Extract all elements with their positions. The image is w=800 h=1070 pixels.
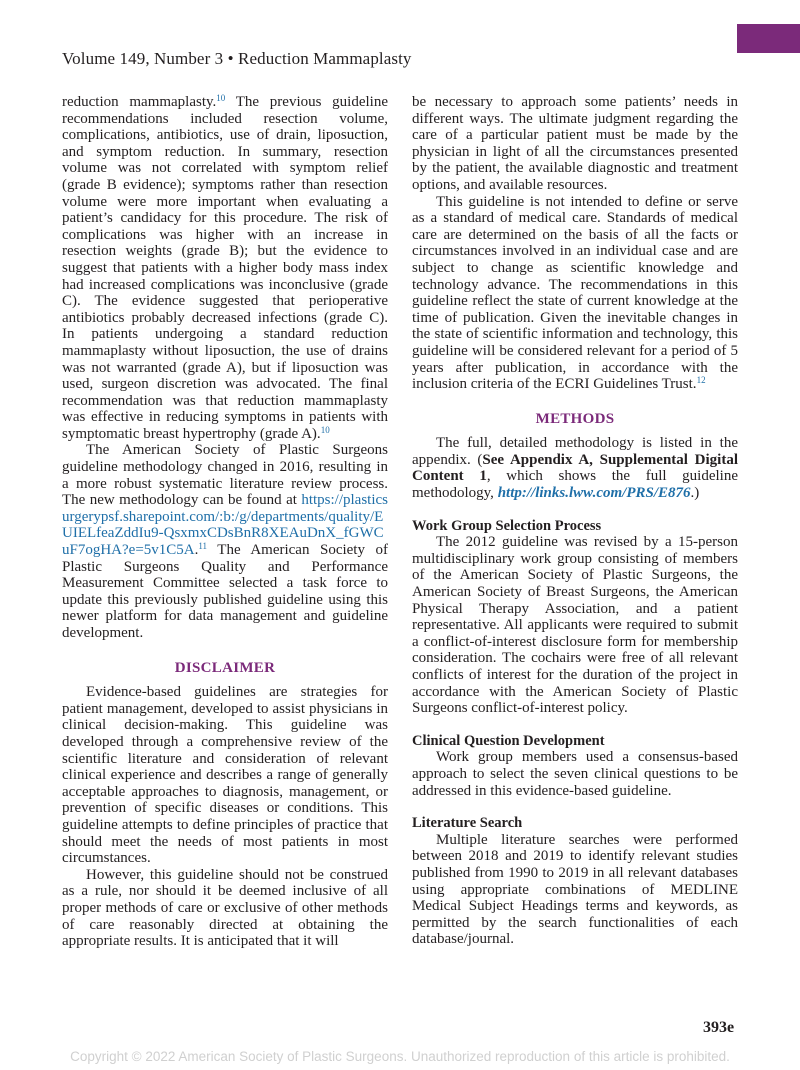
paragraph: The full, detailed methodology is listed in the appendix. (See Appendix A, Supplemental Digital Content 1, which shows the full guideline methodology, http://links.lww.com/PRS/E876.) [412, 435, 738, 502]
right-column [412, 94, 738, 948]
paragraph: Evidence-based guidelines are strategies for patient management, developed to assist physicians in clinical decision-making. This guideline was developed through a comprehensive review of the scientific literature and consideration of relevant clinical experience and describes a range of generally acceptable approaches to diagnosis, management, or prevention of specific diseases or conditions. This guideline attempts to define principles of practice that should meet the needs of most patients in most circumstances. [62, 684, 388, 867]
reference-marker[interactable]: 11 [198, 541, 208, 552]
page-number: 393e [703, 1019, 735, 1036]
supplemental-link[interactable]: http://links.lww.com/PRS/E876 [497, 485, 691, 502]
accent-bar [737, 24, 800, 53]
section-heading-methods: METHODS [535, 410, 615, 427]
copyright-notice: Copyright © 2022 American Society of Plastic Surgeons. Unauthorized reproduction of this article is prohibited. [70, 1049, 730, 1064]
appendix-reference: See Appendix A, Supplemental Digital Content 1 [412, 451, 738, 485]
paragraph: However, this guideline should not be construed as a rule, nor should it be deemed inclusive of all proper methods of care or exclusive of other methods of care reasonably directed at obtaining the appropriate results. It is anticipated that it will [62, 866, 388, 950]
section-heading-disclaimer: DISCLAIMER [174, 659, 276, 676]
subheading-clinical-question: Clinical Question Development [412, 732, 605, 749]
reference-marker[interactable]: 10 [216, 93, 226, 103]
paragraph: be necessary to approach some patients’ needs in different ways. The ultimate judgment regarding the care of a particular patient must be made by the physician in light of all the circumstances presented by the patient, the available diagnostic and treatment options, and available resources. [412, 94, 738, 193]
paragraph: Work group members used a consensus-based approach to select the seven clinical questions to be addressed in this evidence-based guideline. [412, 749, 738, 799]
running-head: Volume 149, Number 3 • Reduction Mammaplasty [62, 49, 412, 68]
paragraph: reduction mammaplasty.$^{10}$ The previous guideline recommendations included resection volume, complications, antibiotics, use of drain, liposuction, and symptom reduction. In summary, resection volume was not correlated with symptom relief (grade B evidence); symptoms rather than resection volume were more important when evaluating a patient’s candidacy for this procedure. The risk of complications was higher with an increase in resection weights (grade B); but the evidence to suggest that patients with a higher body mass index had increased complications was inconclusive (grade C). The evidence suggested that perioperative antibiotics probably decreased infections (grade C). In patients undergoing a standard reduction mammaplasty without liposuction, the use of drains was not warranted (grade A), but if liposuction was used, surgeon discretion was advocated. The final recommendation was that reduction mammaplasty was effective in reducing symptoms in patients with symptomatic breast hypertrophy (grade A).$^{10}$ [62, 93, 388, 442]
reference-marker[interactable]: 12 [696, 375, 706, 386]
left-column [62, 94, 388, 950]
paragraph: The American Society of Plastic Surgeons guideline methodology changed in 2016, resulting in a more robust systematic literature review process. The new methodology can be found at https://plasticsurgerypsf.sharepoint.com/:b:/g/departments/quality/EUIELfeaZddIu9-QsxmxCDsBnR8XEAuDnX_fGWCuF7ogHA?e=5v1C5A.$^{11}$ The American Society of Plastic Surgeons Quality and Performance Measurement Committee selected a task force to update this previously published guideline using this newer platform for data management and guideline development. [62, 442, 388, 641]
paragraph: This guideline is not intended to define or serve as a standard of medical care. Standards of medical care are determined on the basis of all the facts or circumstances involved in an individual case and are subject to change as scientific knowledge and technology advance. The recommendations in this guideline reflect the state of current knowledge at the time of publication. Given the inevitable changes in the state of scientific information and technology, this guideline will be considered relevant for a period of 5 years after publication, in accordance with the inclusion criteria of the ECRI Guidelines Trust.$^{12}$ [412, 193, 738, 393]
reference-marker[interactable]: 10 [320, 424, 330, 435]
methodology-link[interactable]: https://plasticsurgerypsf.sharepoint.com/:b:/g/departments/quality/EUIELfeaZddIu9-QsxmxCDsBnR8XEAuDnX_fGWCuF7ogHA?e=5v1C5A [62, 492, 388, 559]
subheading-work-group: Work Group Selection Process [412, 517, 602, 534]
paragraph: The 2012 guideline was revised by a 15-person multidisciplinary work group consisting of members of the American Society of Plastic Surgeons, the American Society of Breast Surgeons, the American Physical Therapy Association, and a patient representative. All applicants were required to submit a conflict-of-interest disclosure form for membership consideration. The cochairs were free of all relevant conflicts of interest for the duration of the project in accordance with the American Society of Plastic Surgeons conflict-of-interest policy. [412, 534, 738, 717]
subheading-literature-search: Literature Search [412, 815, 523, 832]
paragraph: Multiple literature searches were performed between 2018 and 2019 to identify relevant studies published from 1990 to 2019 in all relevant databases using appropriate combinations of MEDLINE Medical Subject Headings terms and keywords, as permitted by the search functionalities of each database/journal. [412, 831, 738, 948]
